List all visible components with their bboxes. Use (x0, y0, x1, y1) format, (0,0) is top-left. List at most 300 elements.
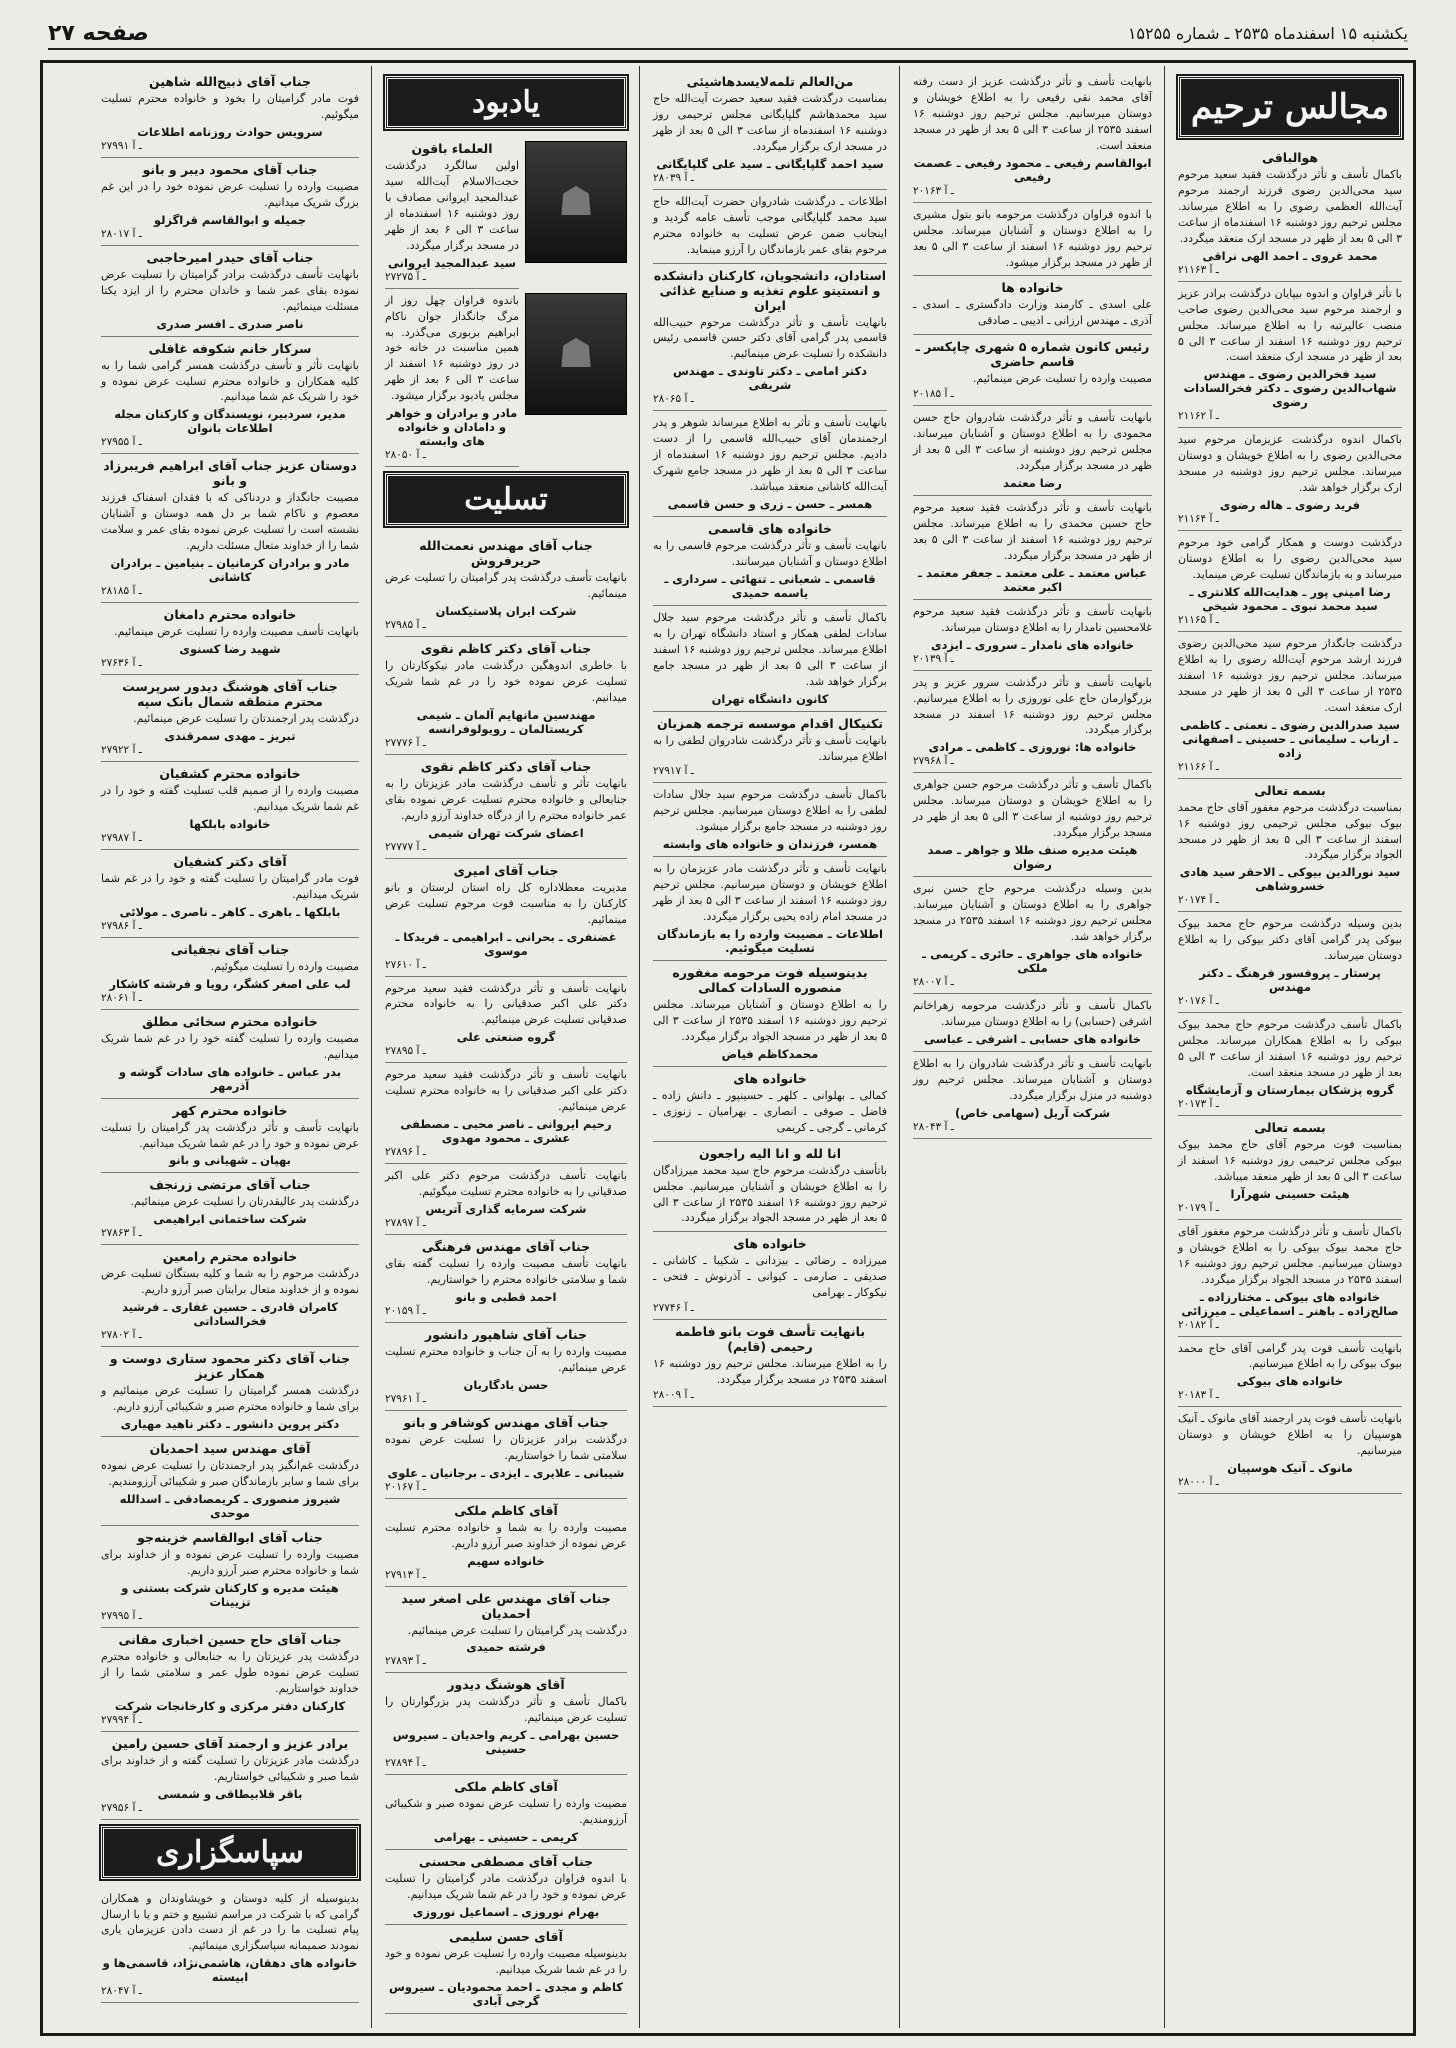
notice (1178, 282, 1402, 429)
notice-code: ۲۰۱۷۳ ـ آ (1178, 1097, 1219, 1110)
notice-signature: خانواده های حسابی ـ اشرفی ـ عباسی (923, 1031, 1142, 1046)
notice-code: ۲۷۷۴۶ ـ آ (653, 1302, 694, 1315)
notice-signature: پرستار ـ پروفسور فرهنگ ـ دکتر مهندس (1199, 966, 1381, 995)
notice (101, 603, 359, 675)
notice-list (101, 70, 359, 1820)
notice-signature: محمدکاظم فیاض (721, 1046, 819, 1061)
notice-signature: مهندسین مانهایم آلمان ـ شیمی کریستالمان ـ رویولوفرانسه (416, 707, 596, 736)
notice-text: باتأسف درگذشت مرحوم حاج سید محمد میرزادگان را به اطلاع خویشان و آشنایان میرسانیم. مجلس ترحیم روز دوشنبه ۱۶ اسفند ۲۵۳۵ از ساعت ۳ الی ۵ بعد از ظهر در مسجد الجواد برگزار میگردد. (653, 1163, 887, 1225)
notice-signature: خانواده های دهقان، هاشمی‌نژاد، قاسمی‌ها و ابیسته (102, 1956, 358, 1985)
notice (913, 70, 1152, 203)
notice-title: من‌العالم تلمه‌لایسدهاشیئی (686, 74, 854, 89)
notice-signature: ناصر صدری ـ افسر صدری (156, 316, 304, 331)
notice (1178, 1337, 1402, 1408)
notice-signature: گروه پزشکان بیمارستان و آزمایشگاه (1185, 1082, 1395, 1097)
notice-code: ۲۱۱۶۵ ـ آ (1178, 613, 1219, 626)
notice (653, 517, 887, 606)
notice-signature: بهپان ـ شهیانی و بانو (169, 1153, 291, 1168)
notice (385, 1164, 627, 1235)
notice-signature: جمیله و ابوالقاسم قراگزلو (153, 212, 307, 227)
notice (653, 1320, 887, 1407)
notice-title: استادان، دانشجویان، کارکنان دانشکده و انستیتو علوم تغذیه و صنایع غذائی ایران (653, 267, 887, 313)
notice (653, 190, 887, 264)
notice-signature: فرشته حمیدی (466, 1640, 546, 1655)
notice (653, 264, 887, 412)
notice-code: ۲۰۱۸۵ ـ آ (913, 388, 954, 401)
notice-text: بانهایت تأسف و تأثر درگذشت مرحوم قاسمی را به اطلاع دوستان و آشنایان میرسانند. (653, 539, 887, 568)
notice (385, 1323, 627, 1411)
notice-text: درگذشت غم‌انگیز پدر ارجمندتان را تسلیت عرض نموده برای شما و سایر بازماندگان صبر و شکیبائی آرزومندیم. (101, 1459, 359, 1489)
notice-text: درگذشت برادر عزیزتان را تسلیت عرض نموده سلامتی شما را خواستاریم. (385, 1432, 627, 1462)
notice-code: ۲۷۹۲۲ ـ آ (101, 744, 142, 756)
notice-text: بانهایت تأسف درگذشت پدر گرامیتان را تسلیت عرض مینمائیم. (385, 571, 627, 601)
column-rule (1164, 66, 1165, 2028)
notice-signature: سید احمد گلپایگانی ـ سید علی گلپایگانی (656, 156, 884, 171)
notice-text: باکمال تأسف و تأثر درگذشت مرحوم حسن جواهری را به اطلاع خویشان و دوستان میرساند. مجلس ترحیم روز دوشنبه از ساعت ۳ الی ۵ بعد از ظهر در مسجد برگزار میگردد. (913, 778, 1152, 840)
page-header (48, 18, 1408, 50)
notice-text: بمناسبت درگذشت فقید سعید حضرت آیت‌الله حاج سید محمدهاشم گلپایگانی مجلس ترحیمی روز دوشنبه ۱۶ اسفندماه از ساعت ۳ الی ۵ بعد از ظهر در مسجد ارک برگزار میگردد. (653, 92, 887, 153)
notice-text: مصیبت وارده را تسلیت عرض نموده خود را در این غم بزرگ شریک میدانیم. (101, 179, 359, 209)
notice (385, 1850, 627, 1925)
notice-code: ۲۸۰۴۷ ـ آ (101, 1985, 142, 1998)
notice (1178, 1116, 1402, 1220)
notice-text: درگذشت مادر عزیزتان را تسلیت گفته و از خداوند برای شما صبر و شکیبائی خواستاریم. (101, 1753, 359, 1783)
portrait-photo-cleric: ☗ (525, 141, 627, 263)
notice-text: بانهایت تأسف مصیبت وارده را تسلیت گفته بقای شما و سلامتی خانواده محترم را خواستاریم. (385, 1257, 627, 1286)
notice (101, 1099, 359, 1174)
notice-signature: کارکنان دفتر مرکزی و کارخانجات شرکت (114, 1698, 346, 1713)
notice (913, 994, 1152, 1052)
memorial-2 (385, 289, 627, 468)
notice-list (385, 534, 627, 2014)
notice-title: سرکار خانم شکوفه غافلی (148, 340, 312, 356)
notice (101, 1010, 359, 1099)
notice (653, 411, 887, 517)
notice-signature: همسر ـ حسن ـ زری و حسن قاسمی (667, 497, 873, 511)
notice-text: بدین وسیله درگذشت مرحوم حاج محمد بیوک بیوکی پدر گرامی آقای دکتر بیوکی را به اطلاع دوستان میرساند. (1178, 917, 1402, 963)
notice-code: ۲۰۱۷۹ ـ آ (1178, 1201, 1219, 1214)
notice-signature: هیئت حسینی شهرآرا (1230, 1186, 1350, 1201)
notice (913, 335, 1152, 406)
column-5 (93, 66, 367, 2028)
notice-text: بانهایت تأثر و تأسف درگذشت همسر گرامی شما را به کلیه همکاران و خانواده محترم تسلیت عرض نموده و خود را شریک غم شما میدانیم. (101, 358, 359, 404)
notice-title: هوالباقی (1261, 150, 1319, 165)
notice-code: ۲۷۸۹۶ ـ آ (385, 1146, 426, 1159)
notice (101, 246, 359, 337)
notice-signature: سرویس حوادث روزنامه اطلاعات (137, 124, 323, 139)
notice-text: بانهایت تأسف و تأثر درگذشت شادروان را به اطلاع دوستان و آشنایان میرساند. مجلس ترحیم روز دوشنبه در منزل برگزار میگردد. (913, 1056, 1152, 1102)
notice (101, 1347, 359, 1437)
notice-title: جناب آقای مهندس فرهنگی (421, 1239, 591, 1254)
notice-text: بانهایت تأثر و تأسف درگذشت مادر عزیزتان را به جنابعالی و خانواده محترم تسلیت عرض نموده بقای عمر خانواده محترم را از درگاه خداوند آرزو داریم. (385, 776, 627, 822)
notice-signature: محمد غروی ـ احمد الهی نراقی (1202, 248, 1378, 263)
notice-title: بسمه تعالی (1254, 1119, 1326, 1135)
notice-code: ۲۰۱۷۴ ـ آ (1178, 894, 1219, 907)
notice (101, 938, 359, 1010)
notice-code: ۲۰۱۳۹ ـ آ (913, 652, 954, 665)
notice-text: مصیبت وارده را به آن جناب و خانواده محترم تسلیت عرض مینمائیم. (385, 1344, 627, 1374)
notice-code: ۲۷۶۳۶ ـ آ (101, 657, 142, 670)
notice-signature: شیروز منصوری ـ کریمصادقی ـ اسدالله موحدی (119, 1492, 341, 1520)
notice-signature: هیئت مدیره و کارکنان شرکت بستنی و تزیینات (121, 1580, 339, 1609)
notice-code: ۲۸۰۵۰ ـ آ (385, 449, 426, 462)
notice-title: آقای حسن سلیمی (449, 1929, 563, 1945)
notice-signature: خانواده های بیوکی (1236, 1374, 1344, 1389)
notice-code: ۲۷۹۸۷ ـ آ (101, 831, 142, 844)
notice-code: ۲۷۶۱۰ ـ آ (385, 958, 426, 971)
notice-signature: شرکت ایران پلاستیکسان (435, 604, 577, 619)
notice-text: باکمال تأسف و تأثر درگذشت مرحوم سید جلال سادات لطفی همکار و استاد دانشگاه تهران را به اطلاع میرساند. مجلس ترحیم روز دوشنبه ۱۶ اسفند از ساعت ۳ الی ۵ بعد از ظهر در مسجد جامع برگزار خواهد شد. (653, 610, 888, 688)
notice (385, 1411, 627, 1499)
notice-code: ۲۸۰۱۷ ـ آ (101, 227, 142, 240)
notice-title: جناب آقای مهندس کوشافر و بانو (403, 1414, 609, 1430)
notice-text: با اندوه فراوان درگذشت مادر گرامیتان را تسلیت عرض نموده و خود را در غم شما شریک میدانیم. (385, 1872, 627, 1902)
notice (653, 606, 887, 712)
notice-text: بانهایت تأسف مصیبت وارده را تسلیت عرض مینمائیم. (114, 625, 359, 639)
notice-text: باکمال تأسف درگذشت مرحوم سید جلال سادات لطفی را به اطلاع دوستان میرسانیم. مجلس ترحیم روز دوشنبه در مسجد جامع برگزار میشود. (653, 788, 887, 834)
notice-code: ۲۸۰۶۱ ـ آ (101, 991, 142, 1004)
notice-title: آقای هوشنگ دیدور (447, 1677, 565, 1693)
notice-code: ۲۷۹۶۱ ـ آ (385, 1392, 426, 1405)
notice-text: درگذشت پدر عالیقدرتان را تسلیت عرض مینمائیم. (130, 1195, 359, 1209)
notice (101, 675, 359, 762)
notice-code: ۲۸۰۰۷ ـ آ (913, 975, 954, 988)
notice-title: خانواده محترم دامغان (163, 607, 297, 623)
notice-text: بانهایت تأسف و تأثر درگذشت فقید سعید مرحوم دکتر علی اکبر صدقیانی را به خانواده محترم صدقیانی تسلیت عرض مینمائیم. (385, 981, 627, 1027)
notice-title: خانواده های قاسمی (707, 521, 833, 536)
notice-text: میرزاده ـ رضائی ـ بیزدانی ـ شکیبا ـ کاشانی ـ صدیقی ـ صارمی ـ کیوانی ـ آذرنوش ـ فتحی ـ نیکوکار ـ بهرامی (653, 1254, 887, 1300)
notice (1178, 428, 1402, 531)
notice-list (1178, 146, 1402, 1494)
notice-signature: مادر و برادران و خواهر و دامادان و خانواده های وابسته (386, 406, 518, 449)
notice-text: بانهایت تأسف و تأثر درگذشت پدر گرامیتان را تسلیت عرض نموده و خود را در غم شما شریک میدانیم. (101, 1120, 359, 1150)
notice (101, 1732, 359, 1820)
notice-list (385, 137, 519, 289)
notice-text: با اندوه فراوان درگذشت مرحومه بانو بتول مشیری را به اطلاع دوستان و آشنایان میرساند. مجلس ترحیم روز دوشنبه ۱۶ اسفند از ساعت ۳ الی ۵ بعد از ظهر در مسجد برگزار میشود. (913, 207, 1153, 269)
notice-title: انا لله و انا الیه راجعون (699, 1145, 841, 1161)
notice-code: ۲۷۸۹۷ ـ آ (385, 1217, 426, 1229)
notice-code: ۲۷۹۸۵ ـ آ (385, 619, 426, 632)
notice-code: ۲۱۱۶۲ ـ آ (1178, 410, 1219, 423)
notice-title: خانواده های (733, 1070, 807, 1086)
notice-signature: خانواده های بیوکی ـ مختارزاده ـ صالح‌زاده ـ باهنر ـ اسماعیلی ـ میرزائی (1181, 1289, 1399, 1318)
notice-code: ۲۷۹۹۴ ـ آ (101, 1713, 142, 1726)
notice (913, 496, 1152, 600)
section-banner-tasliyat: تسلیت (385, 473, 627, 526)
notice (385, 1063, 627, 1164)
notice-code: ۲۷۸۹۳ ـ آ (385, 1655, 426, 1668)
notice (385, 1775, 627, 1850)
notice-code: ۲۸۱۸۵ ـ آ (101, 585, 142, 598)
notice-signature: گروه صنعتی علی (456, 1030, 556, 1045)
notice (1178, 1407, 1402, 1494)
notice-signature: بابلکها ـ باهری ـ کاهر ـ ناصری ـ مولائی (119, 904, 341, 919)
notice-signature: خانواده سهیم (467, 1553, 545, 1568)
notice-text: مصیبت وارده را به شما و خانواده محترم تسلیت عرض نموده از خداوند صبر آرزو داریم. (385, 1520, 627, 1550)
notice (101, 454, 359, 603)
notice-title: جناب آقای دکتر کاظم نقوی (420, 641, 592, 657)
column-rule (639, 66, 640, 2028)
notice-text: باکمال اندوه درگذشت عزیزمان مرحوم سید محی‌الدین رضوی را به اطلاع خویشان و دوستان میرساند. مجلس ترحیم روز دوشنبه در مسجد ارک برگزار خواهد شد. (1178, 433, 1402, 495)
notice-text: بانهایت تأسف درگذشت مرحوم دکتر علی اکبر صدقیانی را به خانواده محترم تسلیت میگوئیم. (385, 1169, 627, 1199)
notice-title: جناب آقای مهندس نعمت‌الله حریرفروش (419, 538, 593, 569)
notice-text: بانهایت تأسف و تأثر درگذشت عزیز از دست رفته آقای محمد نقی رفیعی را به اطلاع خویشان و دوستان میرسانیم. مجلس ترحیم روز دوشنبه ۱۶ اسفند ۲۵۳۵ از ساعت ۳ الی ۵ بعد از ظهر در مسجد منعقد است. (913, 75, 1152, 152)
notice (101, 1526, 359, 1628)
notice-signature: اطلاعات ـ مصیبت وارده را به بازماندگان تسلیت میگوئیم. (657, 927, 883, 955)
notice (385, 1673, 627, 1775)
notice-title: بسمه تعالی (1254, 782, 1326, 798)
notice-code: ۲۷۹۵۶ ـ آ (101, 1801, 142, 1814)
notice-code: ۲۷۹۹۱ ـ آ (101, 139, 142, 152)
notice (385, 755, 627, 859)
notice (385, 1925, 627, 2014)
notice-code: ۲۷۷۷۶ ـ آ (385, 736, 426, 749)
notice-text: بانهایت تأسف و تأثر درگذشت سرور عزیز و پدر بزرگوارمان حاج علی نوروزی را به اطلاع میرسانیم. مجلس ترحیم روز دوشنبه ۱۶ اسفند در مسجد برگزار میگردد. (913, 675, 1152, 737)
notice-title: جناب آقای حاج حسین اخباری مقانی (118, 1631, 342, 1647)
notice (101, 1437, 359, 1526)
notice-text: مصیبت جانگداز و دردناکی که با فقدان اسفناک فرزند معصوم و ناکام شما بر دل همه دوستان و آشنایان نشسته است را تسلیت عرض نموده بقای عمر و سلامت شما را از خداوند متعال مسئلت داریم. (101, 491, 359, 553)
notice-title: تکنیکال اقدام موسسه ترجمه همزبان (656, 715, 883, 731)
column-4 (377, 66, 635, 2028)
notice (101, 70, 359, 158)
notice-code: ۲۷۹۸۶ ـ آ (101, 919, 142, 932)
notice-signature: خانواده بابلکها (189, 816, 271, 831)
notice-title: العلماء باقون (411, 141, 493, 156)
notice-code: ۲۷۹۱۷ ـ آ (653, 765, 694, 778)
notice-text: درگذشت همسر گرامیتان را تسلیت عرض مینمائیم و برای شما و خانواده محترم صبر و شکیبائی آرزو داریم. (101, 1384, 359, 1414)
notice-signature: خانواده های نامدار ـ سروری ـ ایزدی (930, 637, 1135, 652)
notice-text: درگذشت پدر گرامیتان را تسلیت عرض مینمائیم. (407, 1623, 627, 1637)
notice-title: جناب آقای ذبیح‌الله شاهین (149, 74, 311, 89)
notice (101, 1628, 359, 1732)
notice-text: درگذشت پدر ارجمندتان را تسلیت عرض مینمائیم. (133, 712, 359, 726)
notice-text: باکمال تأسف و تأثر درگذشت مرحوم مغفور آقای حاج محمد بیوک بیوکی را به اطلاع خویشان و دوستان میرسانیم. مجلس ترحیم روز دوشنبه ۱۶ اسفند ۲۵۳۵ در مسجد الجواد برگزار میگردد. (1178, 1224, 1402, 1286)
notice (1178, 1013, 1402, 1116)
notice (653, 857, 887, 961)
notice-title: جناب آقای هوشنگ دیدور سرپرست محترم منطقه شمال بانک سپه (122, 679, 338, 710)
notice (913, 1052, 1152, 1139)
notice (101, 850, 359, 938)
notice-text: علی اسدی ـ کارمند وزارت دادگستری ـ اسدی ـ آذری ـ مهندس ارزانی ـ ادیبی ـ صادقی (913, 298, 1152, 328)
notice-signature: رضا امینی پور ـ هدایت‌الله کلانتری ـ سید محمد نبوی ـ محمود شیخی (1189, 584, 1391, 613)
notice-code: ۲۱۱۶۶ ـ آ (1178, 760, 1219, 773)
notice-text: بانهایت تأسف و تأثر درگذشت مادر عزیزمان را به اطلاع خویشان و دوستان میرسانیم. مجلس ترحیم روز دوشنبه ۱۶ اسفند از ساعت ۳ الی ۵ بعد از ظهر در مسجد امام زاده یحیی برگزار میگردد. (653, 862, 887, 924)
notice-signature: احمد قطبی و بانو (455, 1289, 557, 1304)
notice-signature: کانون دانشگاه تهران (711, 691, 829, 706)
notice (101, 1173, 359, 1245)
notice (385, 977, 627, 1064)
notice-text: مصیبت وارده را تسلیت میگوئیم. (210, 959, 359, 973)
notice-text: مصیبت وارده را از صمیم قلب تسلیت گفته و خود را در غم شما شریک میدانیم. (101, 784, 359, 813)
notice-signature: شرکت آریل (سهامی خاص) (954, 1105, 1111, 1120)
notice-signature: غضنفری ـ بحرانی ـ ابراهیمی ـ فریدکا ـ موسوی (395, 929, 617, 958)
notice-text: بانهایت تأسف فوت پدر گرامی آقای حاج محمد بیوک بیوکی را به اطلاع میرسانیم. (1178, 1341, 1402, 1371)
notice-text: کمالی ـ بهلوانی ـ کلهر ـ حسینپور ـ دانش زاده ـ فاضل ـ صوفی ـ انصاری ـ بهرامیان ـ زنوزی ـ کرمانی ـ گرجی ـ کریمی (653, 1088, 887, 1134)
column-memorial-services (1170, 66, 1410, 2028)
notice-text: بدینوسیله از کلیه دوستان و خویشاوندان و همکاران گرامی که با شرکت در مراسم تشییع و ختم و یا با ارسال پیام تسلیت ما را در غم از دست دادن عزیزمان یاری نمودند صمیمانه سپاسگزاری مینمائیم. (101, 1891, 359, 1953)
notice-title: خانواده محترم سخائی مطلق (142, 1013, 318, 1029)
notice (385, 1499, 627, 1587)
date-line: یکشنبه ۱۵ اسفندماه ۲۵۳۵ ـ شماره ۱۵۲۵۵ (1127, 23, 1408, 43)
notice-title: جناب آقای دکتر محمود ستاری دوست و همکار عزیز (109, 1351, 351, 1382)
notice-text: اولین سالگرد درگذشت حجت‌الاسلام آیت‌الله سید عبدالمجید ایروانی مصادف با روز دوشنبه ۱۶ اسفندماه از ساعت ۳ الی ۶ بعد از ظهر در مسجد برگزار میگردد. (385, 159, 519, 252)
notice-text: درگذشت پدر عزیزتان را به جنابعالی و خانواده محترم تسلیت عرض نموده طول عمر و سلامتی شما را از خداوند خواستاریم. (101, 1649, 359, 1695)
notice-text: درگذشت مرحوم را به شما و کلیه بستگان تسلیت عرض نموده و از خداوند متعال برایتان صبر آرزو داریم. (101, 1267, 359, 1297)
column-3 (645, 66, 895, 2028)
notice-text: بمناسبت فوت مرحوم آقای حاج محمد بیوک بیوکی مجلس ترحیمی روز دوشنبه ۱۶ اسفند از ساعت ۳ الی ۵ بعد از ظهر منعقد میباشد. (1178, 1137, 1402, 1183)
notice-signature: سید فخرالدین رضوی ـ مهندس شهاب‌الدین رضوی ـ دکتر فخرالسادات رضوی (1183, 367, 1397, 410)
notice (653, 712, 887, 784)
notice-title: رئیس کانون شماره ۵ شهری چاپکسر ـ قاسم حاضری (915, 339, 1150, 370)
notice-text: باندوه فراوان چهل روز از مرگ جانگداز جوان ناکام ابراهیم بربوری می‌گذرد. به همین مناسبت در خانه خود در روز دوشنبه ۱۶ اسفند از ساعت ۳ الی ۶ بعد از ظهر مجلس یادبود برگزار میشود. (385, 293, 519, 403)
notice-title: جناب آقای حیدر امیرحاجبی (146, 249, 314, 265)
notice-signature: هیئت مدیره صنف طلا و جواهر ـ صمد رضوان (927, 843, 1138, 872)
notice (101, 158, 359, 246)
notice-text: بانهایت تأسف و تأثر درگذشت شادروان حاج حسن محمودی را به اطلاع دوستان و آشنایان میرساند. مجلس ترحیم روز دوشنبه از ساعت ۳ الی ۵ بعد از ظهر در مسجد برگزار میگردد. (913, 411, 1152, 473)
notice-code: ۲۸۰۰۹ ـ آ (653, 1389, 694, 1402)
notice-text: بانهایت تأسف فوت پدر ارجمند آقای مانوک ـ آنیک هوسپیان را به اطلاع خویشان و دوستان میرسانیم. (1178, 1412, 1402, 1458)
notice-text: بانهایت تأسف و تأثر به اطلاع میرساند شوهر و پدر ارجمندمان آقای حبیب‌الله قاسمی را از دست دادیم. مجلس ترحیم روز دوشنبه ۱۶ اسفندماه از ساعت ۳ الی ۵ بعد از ظهر در مسجد جامع شهرک آیت‌الله کاشانی منعقد میباشد. (653, 416, 887, 494)
notice-title: دوستان عزیز جناب آقای ابراهیم فریبرزاد و بانو (103, 458, 357, 489)
notice-text: باکمال تأسف و تأثر درگذشت مرحومه زهراخانم اشرفی (حسابی) را به اطلاع دوستان میرساند. (913, 998, 1152, 1028)
notice (101, 337, 359, 455)
notice-text: بانهایت تأسف و تأثر درگذشت شادروان لطفی را به اطلاع میرساند. (653, 733, 887, 763)
portrait-photo-young-man: ☗ (525, 293, 627, 415)
notice-text: بانهایت تأسف و تأثر درگذشت مرحوم حبیب‌الله قاسمی پدر گرامی آقای دکتر حسن قاسمی رئیس دانشکده را تسلیت عرض مینمائیم. (653, 315, 887, 361)
notice-title: خانواده های (733, 1236, 807, 1252)
notice (653, 783, 887, 857)
notice-text: بانهایت تأسف و تأثر درگذشت فقید سعید مرحوم غلامحسین نامدار را به اطلاع دوستان میرساند. (913, 604, 1152, 634)
notice-text: بانهایت تأسف و تأثر درگذشت فقید سعید مرحوم دکتر علی اکبر صدقیانی را به خانواده محترم تسلیت عرض مینمائیم. (385, 1068, 627, 1114)
notice-title: جناب آقای محمود دیبر و بانو (142, 161, 318, 177)
notice (385, 637, 627, 755)
notice-signature: سید صدرالدین رضوی ـ نعمتی ـ کاظمی ـ ارباب ـ سلیمانی ـ حسینی ـ اصفهانی زاده (1180, 717, 1400, 760)
notice-signature: شهید رضا کسنوی (179, 642, 281, 657)
notice-signature: باقر قلابیطاقی و شمسی (157, 1786, 303, 1801)
notice (653, 1142, 887, 1233)
notice-signature: بدر عباس ـ خانواده های سادات گوشه و آذرمهر (118, 1064, 342, 1093)
notice-code: ۲۰۱۸۳ ـ آ (1178, 1389, 1219, 1402)
notice-text: مدیریت معظلاداره کل راه استان لرستان و بانو کارکنان را به مناسبت فوت مرحوم تسلیت عرض مینمائیم. (385, 880, 627, 926)
notice-signature: رضا معتمد (1003, 476, 1062, 490)
notice (913, 406, 1152, 496)
notice-signature: کامران قادری ـ حسین غفاری ـ فرشید فخرالساداتی (122, 1300, 338, 1329)
notice-signature: بهرام نوروزی ـ اسماعیل نوروزی (412, 1905, 600, 1920)
notice-code: ۲۸۰۰۰ ـ آ (1178, 1476, 1219, 1489)
notice-text: فوت مادر گرامیتان را تسلیت گفته و خود را در غم شما شریک میدانیم. (101, 871, 359, 901)
notice-signature: شرکت سرمایه گذاری آتریس (425, 1202, 587, 1216)
notice-signature: مادر و برادران کرمانیان ـ بنیامین ـ برادران کاشانی (110, 556, 350, 585)
section-banner-yadbood: یادبود (385, 76, 627, 129)
column-rule (371, 66, 372, 2028)
notice-code: ۲۱۱۶۳ ـ آ (1178, 263, 1219, 276)
notice-text: درگذشت جانگداز مرحوم سید محی‌الدین رضوی فرزند ارشد مرحوم آیت‌الله رضوی را به اطلاع میرساند. مجلس ترحیم روز دوشنبه ۱۶ اسفند ۲۵۳۵ از ساعت ۳ الی ۵ بعد از ظهر در مسجد ارک منعقد است. (1178, 636, 1402, 714)
notice-text: مصیبت وارده را تسلیت عرض مینمائیم. (972, 372, 1152, 386)
notice-text: بمناسبت درگذشت مرحوم مغفور آقای حاج محمد بیوک بیوکی مجلس ترحیمی روز دوشنبه ۱۶ اسفند از ساعت ۳ الی ۵ بعد از ظهر در مسجد الجواد برگزار میگردد. (1178, 800, 1402, 862)
notice (101, 1245, 359, 1347)
notice-text: بانهایت تأسف درگذشت برادر گرامیتان را تسلیت عرض نموده بقای عمر شما و خاندان محترم را از ایزد یکتا مسئلت مینمائیم. (101, 267, 359, 313)
notice-signature: حسن بادگاریان (463, 1377, 549, 1392)
notice-text: با تأثر فراوان و اندوه بیپایان درگذشت برادر عزیز و ارجمند مرحوم سید محی‌الدین رضوی صاحب منصب عالیرتبه را به اطلاع میرساند. مجلس ترحیم روز دوشنبه ۱۶ اسفند از ساعت ۳ الی ۵ بعد از ظهر در مسجد ارک منعقد است. (1178, 286, 1402, 364)
notice-signature: خانواده های جواهری ـ حائری ـ کریمی ـ ملکی (922, 946, 1143, 975)
notice (1178, 146, 1402, 282)
notice-title: جناب آقای نجفیانی (170, 941, 290, 957)
notice-text: باکمال تأسف درگذشت مرحوم حاج محمد بیوک بیوکی را به اطلاع همکاران میرساند. مجلس ترحیم روز دوشنبه ۱۶ اسفند از ساعت ۳ الی ۵ بعد از ظهر در مسجد منعقد است. (1178, 1018, 1402, 1079)
notice-signature: شرکت ساختمانی ابراهیمی (153, 1212, 307, 1227)
notice (385, 534, 627, 637)
notice-code: ۲۷۲۷۵ ـ آ (385, 270, 426, 283)
notice-code: ۲۷۹۵۵ ـ آ (101, 436, 142, 449)
notice-text: مصیبت وارده را تسلیت عرض نموده و از خداوند برای شما و خانواده محترم صبر آرزو داریم. (101, 1548, 359, 1577)
notice-code: ۲۰۱۸۲ ـ آ (1178, 1318, 1219, 1331)
notice (1178, 912, 1402, 1013)
notice-title: جناب آقای مهندس علی اصغر سید احمدیان (401, 1590, 611, 1621)
notice-signature: شیبانی ـ علایری ـ ایزدی ـ برجانیان ـ علوی (387, 1465, 625, 1480)
notice-signature: مانوک ـ آنیک هوسپیان (1227, 1461, 1353, 1476)
notice (653, 1067, 887, 1142)
notice-title: خانواده محترم کشفیان (159, 766, 301, 781)
notice-signature: همسر، فرزندان و خانواده های وابسته (662, 837, 878, 852)
notice-text: با خاطری اندوهگین درگذشت مادر نیکوکارتان را تسلیت عرض نموده خود را در غم شما شریک میدانیم. (385, 659, 627, 704)
notice-signature: ابوالقاسم رفیعی ـ محمود رفیعی ـ عصمت رفیعی (913, 155, 1152, 184)
notice-text: باکمال تأسف و تأثر درگذشت پدر بزرگوارتان را تسلیت عرض مینمائیم. (385, 1695, 627, 1725)
notice-signature: قاسمی ـ شعبانی ـ تنهائی ـ سرداری ـ یاسمه حمیدی (664, 571, 876, 600)
notice-code: ۲۰۱۵۹ ـ آ (385, 1304, 426, 1317)
notice-title: بانهایت تأسف فوت بانو فاطمه رحیمی (قایم) (674, 1324, 866, 1355)
notice-signature: لب علی اصغر کشگر، رویا و فرشته کاشکار (109, 976, 351, 991)
notice-signature: عباس معتمد ـ علی معتمد ـ جعفر معتمد ـ اکبر معتمد (918, 565, 1147, 594)
notice-title: آقای کاظم ملکی (454, 1779, 558, 1795)
notice-title: جناب آقای مرتضی زرنجف (149, 1177, 311, 1193)
notice (1178, 632, 1402, 779)
notice-code: ۲۷۹۱۳ ـ آ (385, 1568, 426, 1581)
notice (913, 276, 1152, 335)
notice-title: جناب آقای دکتر کاظم نقوی (420, 758, 592, 774)
notice-signature: سید نورالدین بیوکی ـ الاحقر سید هادی خسروشاهی (1179, 865, 1401, 894)
thanks-notice (101, 1887, 359, 2004)
notice-code: ۲۸۰۶۵ ـ آ (653, 393, 694, 406)
notice-title: جناب آقای شاهپور دانشور (425, 1326, 587, 1342)
notice-title: آقای کاظم ملکی (454, 1502, 558, 1518)
notice-title: برادر عزیز و ارجمند آقای حسین رامین (111, 1735, 349, 1751)
notice-text: اطلاعات ـ درگذشت شادروان حضرت آیت‌الله حاج سید محمد گلپایگانی موجب تأسف عامه گردید و اینجانب ضمن عرض تسلیت به خانواده محترم مرحوم بقای عمر بازماندگان را آرزو مینماید. (653, 194, 887, 256)
notice (385, 1587, 627, 1674)
notice-text: باکمال تأسف و تأثر درگذشت فقید سعید مرحوم سید محی‌الدین رضوی فرزند ارجمند مرحوم آیت‌الله العظمی رضوی را به اطلاع میرساند. مجلس ترحیم روز دوشنبه ۱۶ اسفندماه از ساعت ۳ الی ۵ بعد از ظهر در مسجد ارک منعقد میگردد. (1178, 168, 1402, 245)
notice-title: خانواده محترم کهر (172, 1102, 288, 1118)
notice-signature: حسین بهرامی ـ کریم واحدیان ـ سیروس حسینی (392, 1728, 620, 1757)
notice (653, 1232, 887, 1320)
notice-title: آقای مهندس سید احمدیان (149, 1441, 311, 1457)
notice-code: ۲۷۷۷۷ ـ آ (385, 840, 426, 853)
notice-text: مصیبت وارده را تسلیت عرض نموده صبر و شکیبائی آرزومندیم. (385, 1797, 627, 1827)
notice-signature: سید عبدالمجید ایروانی (388, 255, 516, 270)
notice-text: درگذشت دوست و همکار گرامی خود مرحوم سید محی‌الدین رضوی را به اطلاع دوستان میرساند و به بازماندگان تسلیت عرض مینماید. (1178, 536, 1402, 581)
notice (385, 137, 519, 289)
notice-title: بدینوسیله فوت مرحومه مغفوره منصوره السادات کمالی (672, 965, 868, 995)
notice-code: ۲۸۰۴۳ ـ آ (913, 1120, 954, 1133)
notice-text: مصیبت وارده را تسلیت گفته خود را در غم شما شریک میدانیم. (101, 1031, 359, 1061)
notice-text: بدینوسیله مصیبت وارده را تسلیت عرض نموده و خود را در غم شما شریک میدانیم. (385, 1947, 627, 1976)
notice-title: جناب آقای امیری (453, 862, 559, 878)
notice-title: آقای دکتر کشفیان (173, 853, 287, 869)
notice-text: را به اطلاع میرساند. مجلس ترحیم روز دوشنبه ۱۶ اسفند ۲۵۳۵ در مسجد برگزار میگردد. (653, 1357, 887, 1387)
notice-signature: اعضای شرکت تهران شیمی (428, 825, 584, 840)
notice (1178, 779, 1402, 913)
notice-signature: دکتر پروین دانشور ـ دکتر ناهید مهیاری (120, 1417, 340, 1432)
notice (385, 859, 627, 977)
notice-title: جناب آقای ابوالقاسم خزینه‌جو (137, 1530, 323, 1545)
page-number: صفحه ۲۷ (48, 20, 149, 46)
